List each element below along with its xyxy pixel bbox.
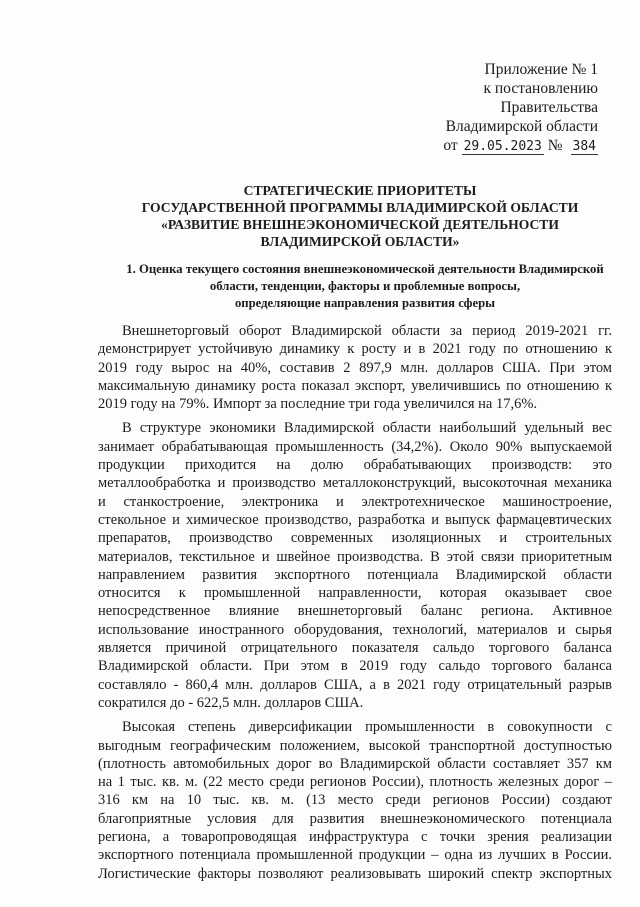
- paragraph-line: препаратов, производство современных изоляционных и строительных: [98, 530, 612, 547]
- appendix-line: к постановлению: [483, 80, 598, 97]
- paragraph-line: благоприятные условия для развития внешнеэкономического потенциала: [98, 810, 612, 827]
- paragraph-line: Внешнеторговый оборот Владимирской области за период 2019-2021 гг.: [122, 323, 612, 339]
- document-body: [98, 322, 612, 889]
- paragraph-line: металлообработка и производство металлоконструкций, высокоточная механика: [98, 475, 612, 492]
- paragraph: [98, 419, 612, 712]
- title-line: СТРАТЕГИЧЕСКИЕ ПРИОРИТЕТЫ: [243, 183, 477, 198]
- title-line: ВЛАДИМИРСКОЙ ОБЛАСТИ»: [260, 234, 460, 249]
- section-heading-line: определяющие направления развития сферы: [234, 296, 496, 310]
- paragraph: [98, 322, 612, 413]
- paragraph-line: материалов, текстильное и швейное производства. В этой связи приоритетным: [98, 548, 612, 565]
- appendix-date-line: [443, 136, 598, 156]
- paragraph-line: сократился до - 622,5 млн. долларов США.: [98, 694, 364, 711]
- document-title: [100, 182, 620, 250]
- paragraph-line: (плотность автомобильных дорог во Владимирской области составляет 357 км: [98, 755, 612, 772]
- paragraph-line: Логистические факторы позволяют реализовывать широкий спектр экспортных: [98, 865, 612, 882]
- decree-date: 29.05.2023: [463, 139, 542, 154]
- title-line: «РАЗВИТИЕ ВНЕШНЕЭКОНОМИЧЕСКОЙ ДЕЯТЕЛЬНОСТИ: [161, 217, 559, 232]
- paragraph-line: 316 км на 10 тыс. кв. м. (13 место среди регионов России) создают: [98, 792, 612, 809]
- paragraph-line: является причиной отрицательного показателя сальдо торгового баланса: [98, 640, 612, 657]
- number-label: №: [547, 137, 563, 154]
- paragraph-line: продукции приходится на долю обрабатывающих производств: это: [98, 457, 612, 474]
- appendix-line: Правительства: [500, 99, 598, 116]
- paragraph-line: Владимирской области. При этом в 2019 году сальдо торгового баланса: [98, 658, 612, 675]
- appendix-line: Владимирской области: [445, 118, 598, 135]
- paragraph-line: составляло - 860,4 млн. долларов США, а в 2021 году отрицательный разрыв: [98, 676, 612, 693]
- appendix-line: Приложение № 1: [484, 61, 598, 78]
- section-heading-line: 1. Оценка текущего состояния внешнеэкономической деятельности Владимирской: [126, 262, 604, 276]
- paragraph-line: региона, а товаропроводящая инфраструктура с точки зрения реализации: [98, 829, 612, 846]
- paragraph-line: максимальную динамику роста показал экспорт, увеличившись по отношению к: [98, 377, 612, 394]
- paragraph-line: направлением развития экспортного потенциала Владимирской области: [98, 566, 612, 583]
- paragraph-line: выгодным географическим положением, высокой транспортной доступностью: [98, 737, 612, 754]
- paragraph-line: непосредственное влияние внешнеторговый баланс региона. Активное: [98, 603, 612, 620]
- paragraph-line: стекольное и химическое производство, разработка и выпуск фармацевтических: [98, 511, 612, 528]
- paragraph-line: 2019 году на 79%. Импорт за последние три года увеличился на 17,6%.: [98, 396, 538, 413]
- paragraph-line: на 1 тыс. кв. м. (22 место среди регионов России), плотность железных дорог –: [98, 774, 612, 791]
- title-line: ГОСУДАРСТВЕННОЙ ПРОГРАММЫ ВЛАДИМИРСКОЙ ОБЛАСТИ: [141, 200, 579, 215]
- paragraph-line: занимает обрабатывающая промышленность (34,2%). Около 90% выпускаемой: [98, 438, 612, 455]
- paragraph-line: и станкостроение, электроника и электротехническое машиностроение,: [98, 493, 612, 510]
- paragraph: [98, 718, 612, 883]
- section-heading-line: области, тенденции, факторы и проблемные вопросы,: [209, 279, 521, 293]
- paragraph-line: демонстрирует устойчивую динамику к росту и в 2021 году по отношению к: [98, 341, 612, 358]
- paragraph-line: относится к промышленной направленности, которая оказывает свое: [98, 585, 612, 602]
- paragraph-line: Высокая степень диверсификации промышленности в совокупности с: [122, 719, 612, 736]
- appendix-block: [443, 60, 598, 156]
- from-label: от: [443, 137, 458, 154]
- paragraph-line: В структуре экономики Владимирской области наибольший удельный вес: [122, 420, 612, 437]
- paragraph-line: 2019 году вырос на 40%, составив 2 897,9 млн. долларов США. При этом: [98, 359, 612, 376]
- decree-number: 384: [572, 139, 596, 154]
- section-heading: [95, 261, 635, 312]
- paragraph-line: использование иностранного оборудования, технологий, материалов и сырья: [98, 621, 612, 638]
- paragraph-line: экспортного потенциала промышленной продукции – одна из лучших в России.: [98, 847, 612, 864]
